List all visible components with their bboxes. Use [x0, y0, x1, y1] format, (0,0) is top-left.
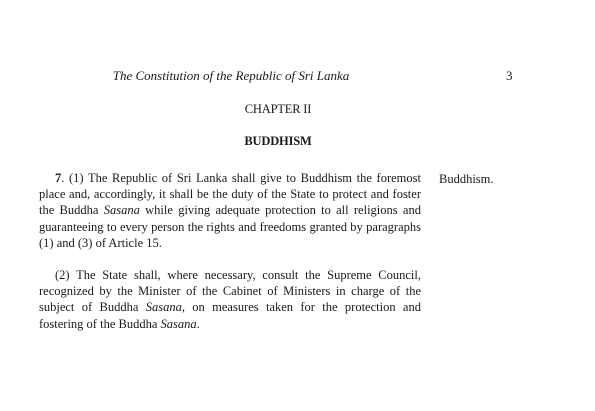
- paragraph-1-text-a: . (1) The Republic of Sri Lanka shall give to Buddhism the foremost place and, accordingly, it shall be the duty of the State to protect and foster the Buddha: [39, 171, 421, 218]
- paragraph-2-italic-sasana-1: Sasana,: [145, 300, 185, 315]
- article-body: [39, 170, 421, 332]
- chapter-label: CHAPTER II: [244, 102, 312, 116]
- article-number: 7: [55, 171, 62, 185]
- paragraph-2-text-b: on measures taken for the protection and fostering of the Buddha: [39, 300, 421, 331]
- paragraph-2-text-a: (2) The State shall, where necessary, consult the Supreme Council, recognized by the Minister of the Cabinet of Ministers in charge of the subject of Buddha: [39, 268, 421, 315]
- marginal-note: Buddhism.: [439, 172, 494, 186]
- article-paragraph-2: [39, 267, 421, 332]
- article-paragraph-1: [39, 170, 421, 251]
- page-number: 3: [506, 68, 513, 83]
- paragraph-2-text-c: .: [196, 316, 200, 331]
- paragraph-2-italic-sasana-2: Sasana: [160, 316, 197, 331]
- chapter-title: BUDDHISM: [244, 134, 312, 148]
- paragraph-1-italic-sasana: Sasana: [103, 203, 140, 218]
- paragraph-1-text-b: while giving adequate protection to all religions and guaranteeing to every person the rights and freedoms granted by paragraphs (1) and (3) of Article 15.: [39, 203, 421, 250]
- running-title: The Constitution of the Republic of Sri Lanka: [112, 68, 350, 83]
